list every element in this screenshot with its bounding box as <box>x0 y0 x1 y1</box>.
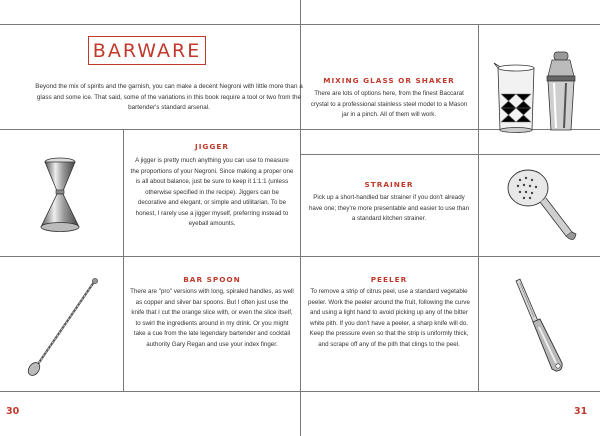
peeler-body: To remove a strip of citrus peel, use a standard vegetable peeler. Work the peeler around the fruit, following the curve and using a light hand to avoid picking up any of the bitter white pith. If you don't have a peeler, a sharp knife will do. Keep the pressure even so that the strip is uniformly thick, and scrape off any of the pith that clings to the peel. <box>308 288 470 348</box>
page-number-left: 30 <box>6 406 20 417</box>
page-title: BARWARE <box>92 39 202 62</box>
strainer-icon <box>500 164 580 246</box>
page-title-box <box>88 36 206 65</box>
mixing-glass-body: There are lots of options here, from the finest Baccarat crystal to a professional stainless steel model to a Mason jar in a pinch. All of them will work. <box>310 90 468 118</box>
jigger-icon <box>34 157 86 233</box>
bar-spoon-icon <box>22 276 102 378</box>
intro-text: Beyond the mix of spirits and the garnish, you can make a decent Negroni with little more than a glass and some ice. That said, some of the variations in this book require a tool or two from the bartender's standard arsenal. <box>35 83 303 111</box>
mixing-glass-shaker-icon <box>492 46 592 136</box>
rule <box>300 154 600 155</box>
rule <box>300 0 301 436</box>
strainer-body: Pick up a short-handled bar strainer if you don't already have one; they're more presentable and easier to use than a standard kitchen strainer. <box>308 194 470 222</box>
mixing-glass-heading: MIXING GLASS OR SHAKER <box>323 76 455 85</box>
rule <box>478 24 479 391</box>
bar-spoon-heading: BAR SPOON <box>183 275 241 284</box>
bar-spoon-body: There are "pro" versions with long, spiraled handles, as well as copper and silver bar spoons. But I often just use the knife that I cut the orange slice with, or even the slice itself, to swirl the ingredients around in my drink. Or you might take a cue from the late legendary bartender and cocktail authority Gary Regan and use your index finger. <box>130 288 294 348</box>
rule <box>123 129 124 391</box>
peeler-heading: PEELER <box>370 275 408 284</box>
strainer-heading: STRAINER <box>364 180 414 189</box>
jigger-heading: JIGGER <box>194 142 229 151</box>
peeler-icon <box>506 277 570 375</box>
jigger-body: A jigger is pretty much anything you can use to measure the proportions of your Negroni. Since making a proper one is all about balance, just be sure to keep it 1:1:1 (unless otherwise specified in the recipe). Jiggers can be decorative and elegant, or simple and utilitarian. To be honest, I rarely use a jigger myself, preferring instead to eyeball amounts. <box>130 157 294 227</box>
page-number-right: 31 <box>574 406 588 417</box>
